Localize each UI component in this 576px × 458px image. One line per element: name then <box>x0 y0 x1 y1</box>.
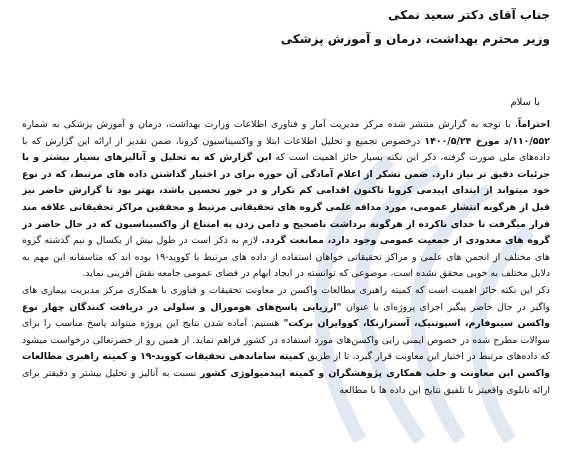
p2-text-1: ذکر این نکته حائز اهمیت است که کمیته راهبری مطالعات واکسن در معاونت تحقیقات و فناوری با همکاری مرکز مدیریت بیماری های واگیر در حال حاضر پیگیر اجرای پروژه‌ای با عنوان <box>22 284 550 313</box>
paragraph-2 <box>22 283 550 399</box>
greeting: با سلام <box>510 97 540 108</box>
p2-text-2: هستیم. آماده شدن نتایج این پروژه میتواند پاسخ مناسب را برای سوالات مطرح شده در خصوص ایمنی زایی واکسن‌های مورد استفاده در کشور فراهم نماید. از همین رو از حضرتعالی درخواست میشود که داده‌های مرتبط در اختیار این معاونت قرار گیرد، تا از طریق <box>22 318 550 363</box>
p1-emphasis: این گزارش که به تحلیل و آنالیزهای بسیار بیشتر و با جزئیات دقیق تر نیاز دارد. ضمن تشکر از اعلام آمادگی آن حوزه برای در اختیار گذاشتن داده های مرتبط، که در نوع خود میتواند از ابتدای اپیدمی کرونا تاکنون اقدامی کم تکرار و در خور تحسین باشد، بهتر بود تا گزارش حاضر نیز قبل از هرگونه انتشار عمومی، مورد مداقه علمی گروه های تحقیقاتی مرتبط و محققین مراکز تحقیقاتی علاقه مند قرار میگرفت تا خدای ناکرده از هرگونه برداشت ناصحیح و دامن زدن به امتناع از واکسیناسیون که در حال حاضر در گروه های معدودی از جمعیت عمومی وجود دارد، ممانعت گردد. <box>22 152 550 247</box>
project-title: "ارزیابی پاسخ‌های هومورال و سلولی در دریافت کنندگان چهار نوع واکسن سینوفارم، اسپوتنیک، آسترازنکا، کووایران برکت" <box>22 301 550 330</box>
p2-text-3: نسبت به آنالیز و تحلیل بیشتر و دقیقتر برای ارائه تابلوی واقعیتر با تلفیق نتایج این داده ها با مطالعه <box>22 367 550 396</box>
opening-word: احتراماً <box>517 119 550 130</box>
p2-emphasis: کمیته ساماندهی تحقیقات کووید-۱۹ و کمیته راهبری مطالعات واکسن این معاونت و جلب همکاری پژوهشگران و کمیته اپیدمیولوژی کشور <box>22 351 550 379</box>
report-reference: ۱۱۰/۵۵۲/د مورخ ۱۴۰۰/۵/۲۴ <box>424 135 550 147</box>
paragraph-1 <box>22 117 550 283</box>
recipient-name: جناب آقای دکتر سعید نمکی <box>388 8 550 22</box>
p1-text-2: درخصوص تجمیع و تحلیل اطلاعات ابتلا و واکسیناسیون کرونا، ضمن تقدیر از ارائه این گزارش که با داده‌های ملی صورت گرفته، ذکر این نکته بسیار حائز اهمیت است که <box>22 135 550 164</box>
letter-body <box>22 117 550 458</box>
p1-text-3: لازم به ذکر است در طول بیش از یکسال و نیم گذشته گروه های مختلف از انجمن های علمی و مراکز تحقیقاتی خواهان استفاده از داده های مرتبط با کووید-۱۹ بوده اند که متاسفانه این مهم به دلایل مختلف به خوبی محقق نشده است، موضوعی که توانسته در ایجاد ابهام در فضای عمومی جامعه نقش آفرینی نماید. <box>22 235 550 280</box>
p1-text-1: ، با توجه به گزارش منتشر شده مرکز مدیریت آمار و فناوری اطلاعات وزارت بهداشت، درمان و آموزش پزشکی به شماره <box>22 119 518 130</box>
recipient-title: وزیر محترم بهداشت، درمان و آموزش پزشکی <box>280 32 550 46</box>
